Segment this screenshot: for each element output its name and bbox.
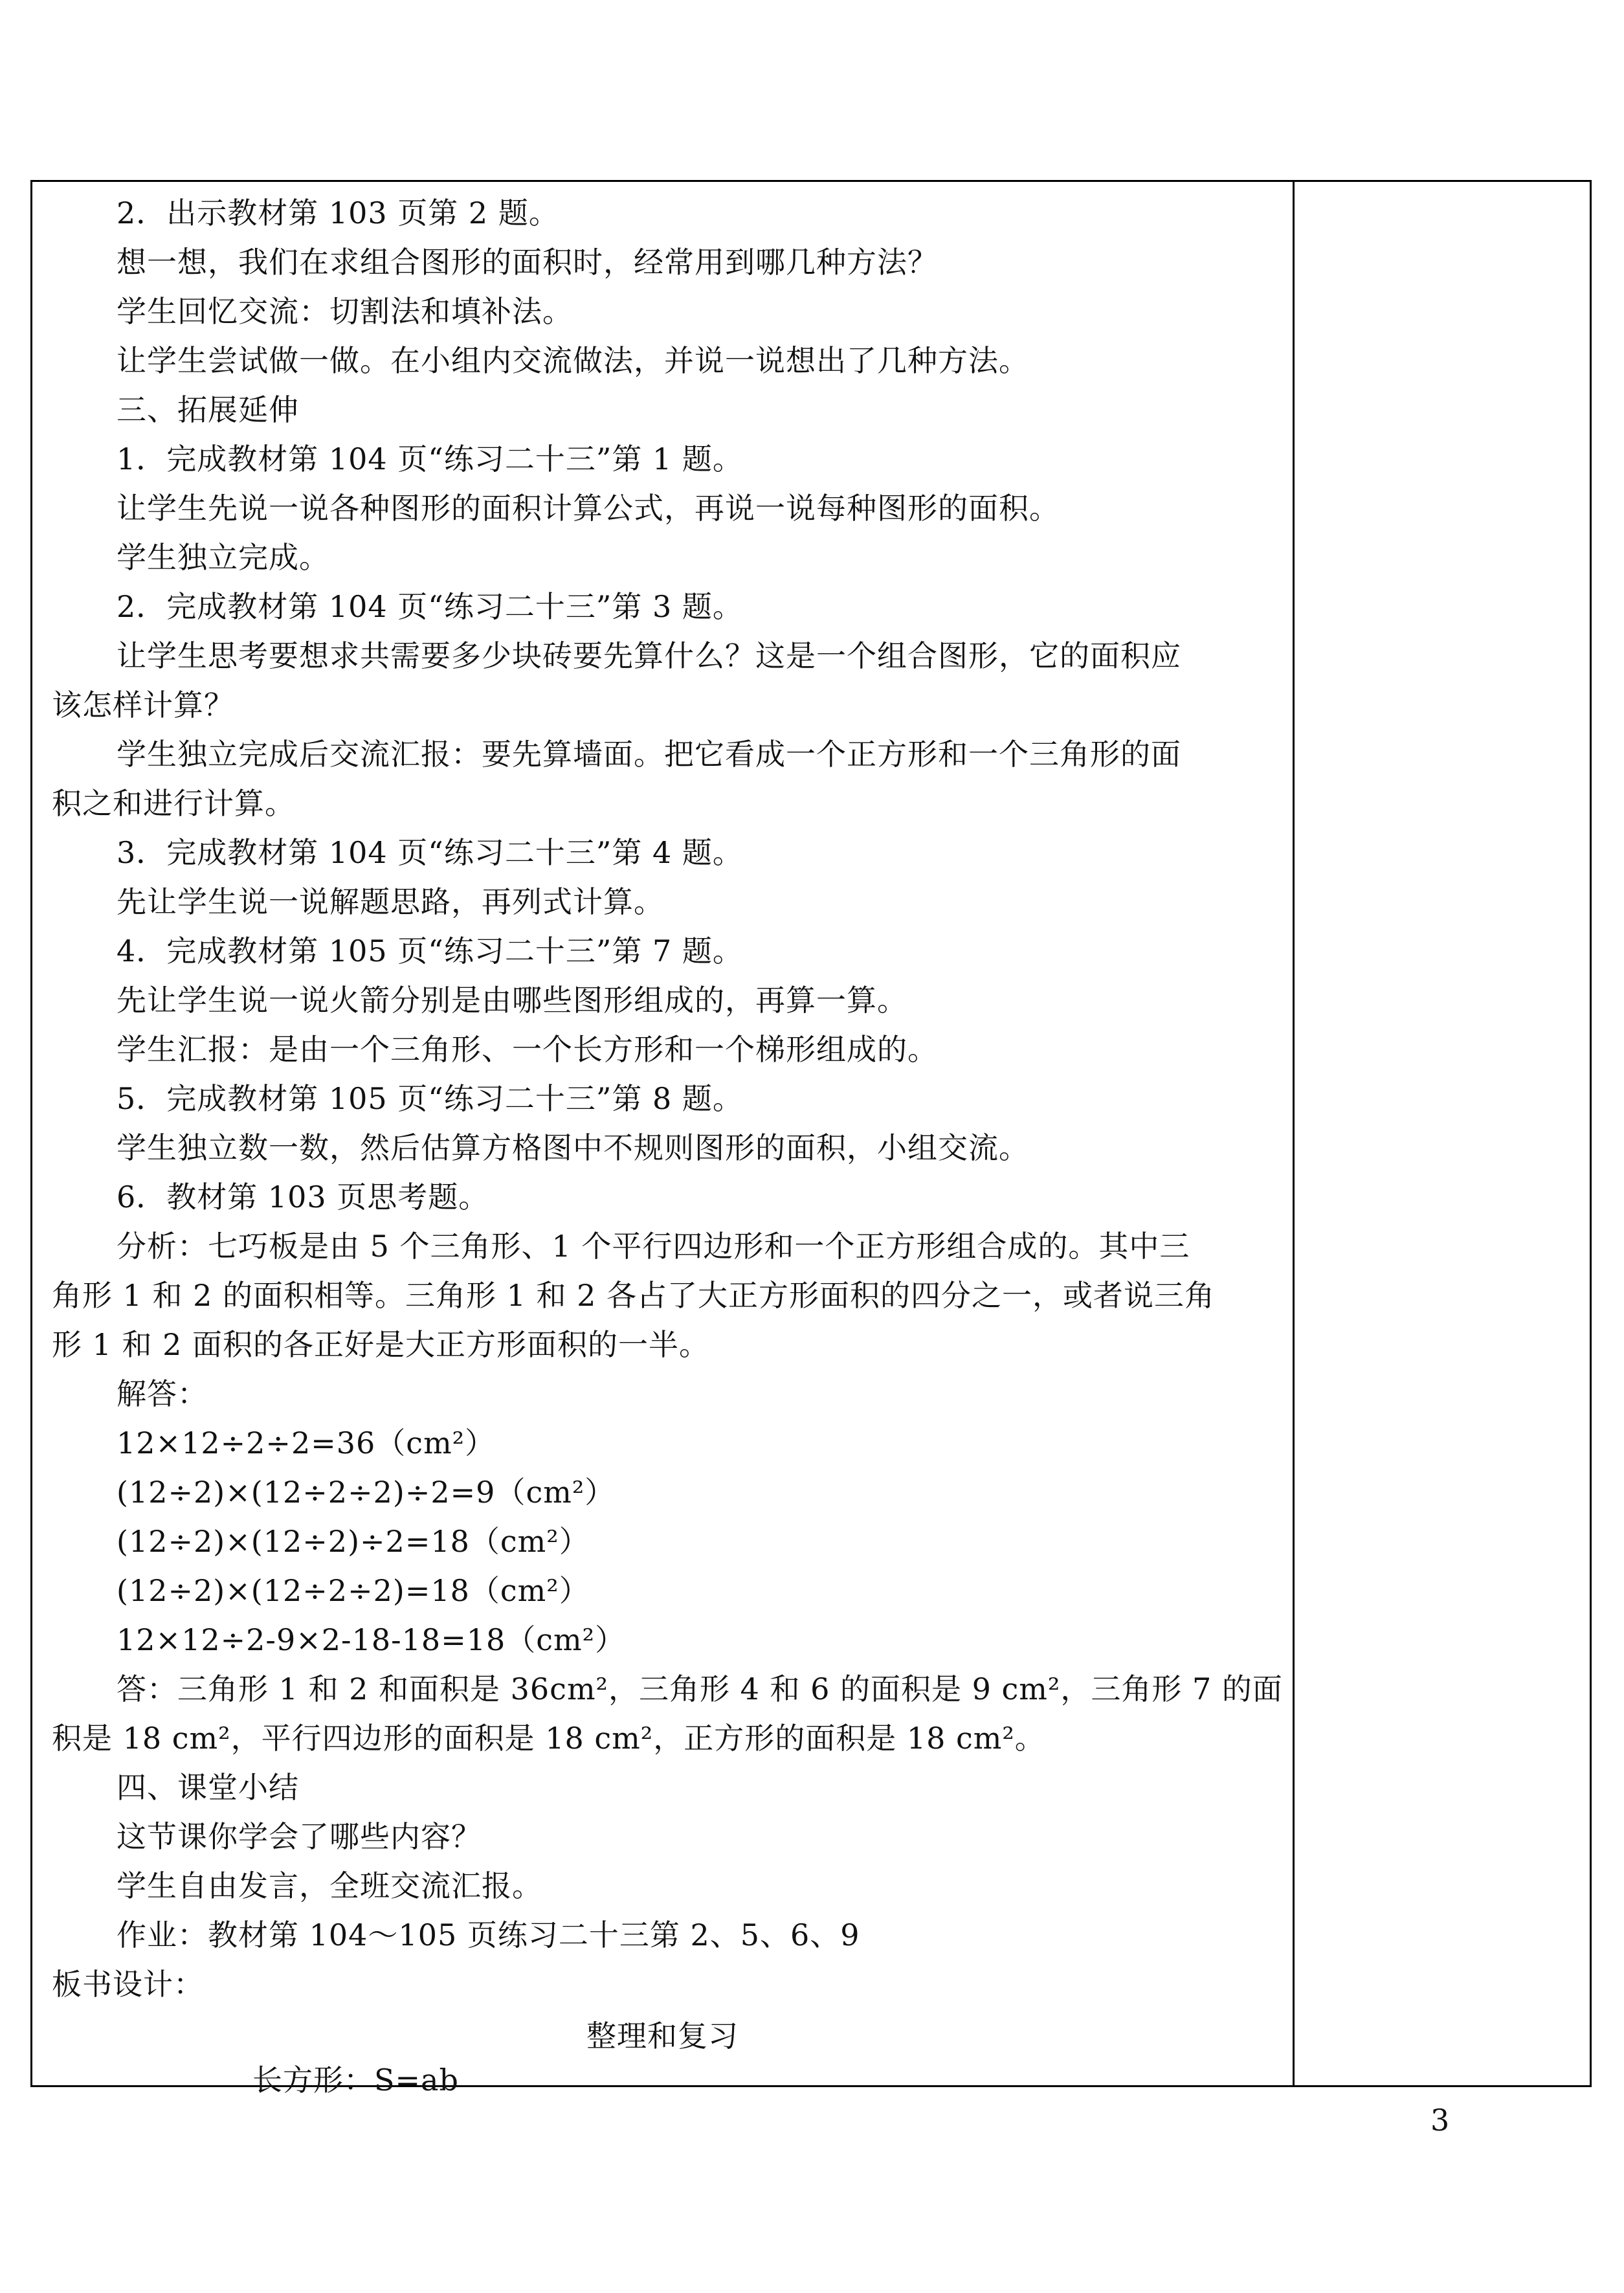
text-line: 让学生尝试做一做。在小组内交流做法，并说一说想出了几种方法。 (117, 343, 1029, 378)
text-line: 2．出示教材第 103 页第 2 题。 (117, 196, 559, 230)
text-line: 角形 1 和 2 的面积相等。三角形 1 和 2 各占了大正方形面积的四分之一，或者说三角 (52, 1278, 1216, 1313)
text-line: 先让学生说一说解题思路，再列式计算。 (117, 884, 664, 919)
formula-line: 12×12÷2÷2=36（cm²） (117, 1426, 496, 1460)
text-line: 学生汇报：是由一个三角形、一个长方形和一个梯形组成的。 (117, 1032, 938, 1067)
page-number: 3 (1430, 2103, 1450, 2138)
text-line: 4．完成教材第 105 页“练习二十三”第 7 题。 (117, 934, 743, 968)
formula-line: (12÷2)×(12÷2÷2)÷2=9（cm²） (117, 1475, 616, 1510)
text-line: 学生自由发言，全班交流汇报。 (117, 1868, 542, 1903)
homework-line: 作业：教材第 104～105 页练习二十三第 2、5、6、9 (117, 1918, 860, 1952)
text-line: 积之和进行计算。 (52, 786, 295, 821)
text-line: 先让学生说一说火箭分别是由哪些图形组成的，再算一算。 (117, 983, 907, 1018)
text-line: 形 1 和 2 面积的各正好是大正方形面积的一半。 (52, 1327, 710, 1362)
text-line: 学生回忆交流：切割法和填补法。 (117, 294, 573, 329)
board-design-label: 板书设计： (52, 1967, 204, 2002)
text-line: 2．完成教材第 104 页“练习二十三”第 3 题。 (117, 589, 743, 624)
text-line: 5．完成教材第 105 页“练习二十三”第 8 题。 (117, 1081, 743, 1116)
formula-line: (12÷2)×(12÷2)÷2=18（cm²） (117, 1524, 590, 1559)
formula-line: (12÷2)×(12÷2÷2)=18（cm²） (117, 1573, 590, 1608)
answer-line: 积是 18 cm²，平行四边形的面积是 18 cm²，正方形的面积是 18 cm²。 (52, 1721, 1045, 1756)
text-line: 让学生先说一说各种图形的面积计算公式，再说一说每种图形的面积。 (117, 491, 1060, 526)
text-line: 这节课你学会了哪些内容？ (117, 1819, 482, 1854)
text-line: 学生独立完成。 (117, 540, 329, 575)
answer-line: 答：三角形 1 和 2 和面积是 36cm²，三角形 4 和 6 的面积是 9 cm²，三角形 7 的面 (117, 1672, 1283, 1706)
text-line: 解答： (117, 1376, 208, 1411)
text-line: 学生独立完成后交流汇报：要先算墙面。把它看成一个正方形和一个三角形的面 (117, 737, 1181, 772)
text-line: 1．完成教材第 104 页“练习二十三”第 1 题。 (117, 442, 743, 476)
lesson-table (30, 180, 1592, 2097)
text-line: 学生独立数一数，然后估算方格图中不规则图形的面积，小组交流。 (117, 1130, 1029, 1165)
formula-line: 12×12÷2-9×2-18-18=18（cm²） (117, 1622, 626, 1657)
text-line: 该怎样计算？ (52, 688, 234, 722)
text-line: 让学生思考要想求共需要多少块砖要先算什么？这是一个组合图形，它的面积应 (117, 638, 1181, 673)
text-line: 分析：七巧板是由 5 个三角形、1 个平行四边形和一个正方形组合成的。其中三 (117, 1229, 1190, 1264)
column-divider (1293, 182, 1295, 2085)
section-heading: 四、课堂小结 (117, 1770, 299, 1805)
text-line: 想一想，我们在求组合图形的面积时，经常用到哪几种方法？ (117, 245, 938, 280)
text-line: 6．教材第 103 页思考题。 (117, 1180, 489, 1214)
section-heading: 三、拓展延伸 (117, 392, 299, 427)
lesson-content-cell (32, 182, 1293, 2097)
board-title: 整理和复习 (586, 2019, 739, 2053)
text-line: 3．完成教材第 104 页“练习二十三”第 4 题。 (117, 835, 743, 870)
board-formula: 长方形：S=ab (252, 2063, 459, 2097)
